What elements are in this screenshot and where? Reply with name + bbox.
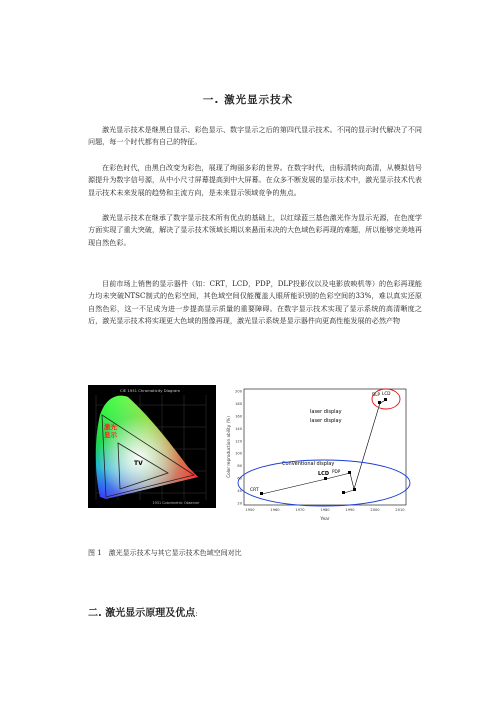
- y-tick-label: 20: [237, 501, 242, 506]
- section-2-title: [88, 604, 198, 619]
- section-2-title-text: 二. 激光显示原理及优点: [88, 608, 196, 619]
- y-tick-label: 60: [237, 476, 242, 481]
- small-lcd-point: [353, 488, 356, 491]
- dlp-point: [342, 491, 345, 494]
- x-tick-label: 1990: [345, 508, 355, 512]
- lcd-label-top: LCD: [382, 391, 391, 396]
- x-tick-label: 1960: [270, 508, 280, 512]
- y-tick-label: 100: [235, 451, 242, 456]
- laser-display-label: laser display: [310, 409, 342, 415]
- paragraph-2: 在彩色时代，由黑白改变为彩色，展现了绚丽多彩的世界。在数字时代，由标清转向高清，从模拟信号源提升为数字信号源，从中小尺寸屏幕提高到中大屏幕。在众多不断发展的显示技术中，激光显示技术代表显示技术未来发展的趋势和主流方向，是未来显示领域竞争的焦点。: [88, 163, 422, 197]
- y-tick-label: 200: [235, 389, 242, 394]
- x-tick-label: 2000: [370, 508, 380, 512]
- dlp-label-top: DLP: [372, 392, 381, 397]
- y-tick-label: 160: [235, 414, 242, 419]
- y-tick-label: 140: [235, 426, 242, 431]
- small-lcd-line: [344, 490, 354, 493]
- laser-label-line2: 显示: [104, 431, 117, 439]
- x-tick-label: 1980: [320, 508, 330, 512]
- pdp-point: [348, 471, 351, 474]
- lcd-point: [324, 477, 327, 480]
- paragraph-1: 激光显示技术是继黑白显示、彩色显示、数字显示之后的第四代显示技术。不同的显示时代解决了不同问题，每一个时代都有自己的特征。: [88, 125, 422, 147]
- pdp-label: PDP: [332, 469, 341, 474]
- crt-point: [260, 492, 263, 495]
- x-tick-label: 1950: [245, 508, 255, 512]
- y-axis-label: Color reproduction ability (%): [226, 416, 231, 478]
- color-reproduction-svg: [222, 383, 414, 523]
- chromaticity-title: CIE 1931 Chromaticity Diagram: [119, 388, 181, 393]
- y-tick-label: 120: [235, 439, 242, 444]
- x-axis-label: Year: [320, 517, 330, 522]
- laser-label-line1: 激光: [104, 423, 117, 431]
- laser-point-1: [378, 401, 381, 404]
- conventional-trend-line: [262, 473, 350, 494]
- figure-caption: 图 1 激光显示技术与其它显示技术色域空间对比: [88, 549, 242, 557]
- laser-trend-line: [354, 400, 386, 489]
- y-tick-label: 80: [237, 464, 242, 469]
- x-tick-labels: [245, 508, 405, 512]
- y-tick-label: 180: [235, 401, 242, 406]
- observer-label: 1931 Colorimetric Observer: [152, 501, 200, 505]
- color-reproduction-chart: [222, 383, 414, 523]
- plot-frame: [244, 389, 406, 505]
- tv-label: TV: [134, 460, 143, 467]
- paragraph-3: 激光显示技术在继承了数字显示技术所有优点的基础上，以红绿蓝三基色激光作为显示光源，在色度学方面实现了重大突破，解决了显示技术领域长期以来悬而未决的大色域色彩再现的难题，所以能够完美地再现自然色彩。: [88, 213, 422, 247]
- x-tick-label: 1970: [295, 508, 305, 512]
- paragraph-4: 目前市场上销售的显示器件（如：CRT，LCD，PDP，DLP投影仪以及电影放映机等）的色彩再现能力均未突破NTSC制式的色彩空间，其色域空间仅能覆盖人眼所能识别的色彩空间的33%，难以真实还原自然色彩，这一不足成为进一步提高显示质量的重要障碍。在数字显示技术实现了显示系统的高清晰度之后，激光显示技术将实现更大色域的图像再现，激光显示系统是显示器件向更高性能发展的必然产物: [88, 279, 422, 325]
- conventional-display-label: Conventional display: [282, 461, 335, 467]
- chromaticity-diagram-svg: [88, 385, 216, 508]
- x-tick-label: 2010: [395, 508, 405, 512]
- laser-display-label-2: laser display: [310, 418, 342, 424]
- crt-label: CRT: [250, 488, 259, 493]
- lcd-label: LCD: [318, 471, 330, 477]
- section-2-colon: :: [195, 610, 198, 618]
- laser-point-2: [384, 398, 387, 401]
- chromaticity-diagram-image: [88, 385, 216, 508]
- section-1-title: 一. 激光显示技术: [202, 94, 294, 106]
- y-tick-label: 40: [237, 489, 242, 494]
- y-tick-labels: [235, 390, 243, 506]
- lcd-dlp-line: [350, 473, 354, 489]
